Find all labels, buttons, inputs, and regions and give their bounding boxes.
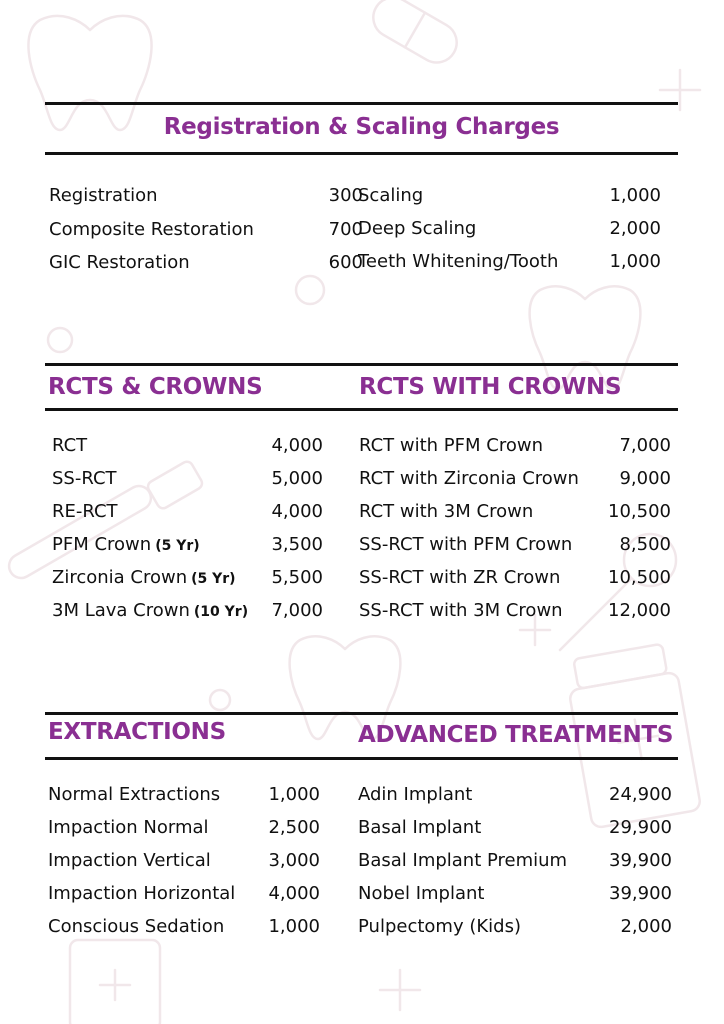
treatment-name — [52, 535, 267, 556]
treatment-price: 1,000 — [609, 185, 661, 206]
treatment-price: 1,000 — [268, 916, 320, 937]
treatment-name — [49, 253, 274, 273]
treatment-label: Zirconia Crown — [52, 567, 188, 588]
treatment-name — [359, 535, 599, 555]
registration-section-title: Registration & Scaling Charges — [163, 114, 560, 140]
treatment-label: SS-RCT with 3M Crown — [359, 600, 563, 621]
treatment-label: RCT — [52, 435, 88, 456]
treatment-name — [48, 884, 268, 904]
treatment-label: Teeth Whitening/Tooth — [358, 251, 559, 272]
treatment-price: 4,000 — [271, 501, 323, 522]
treatment-label: RCT with PFM Crown — [359, 435, 543, 456]
rcts-with-crowns-title: RCTS WITH CROWNS — [359, 374, 622, 400]
treatment-name — [359, 436, 599, 456]
treatment-name — [358, 818, 598, 838]
treatment-name — [52, 601, 267, 622]
treatment-name — [48, 785, 268, 805]
treatment-price: 1,000 — [268, 784, 320, 805]
treatment-price: 3,000 — [268, 850, 320, 871]
treatment-name — [52, 502, 267, 522]
treatment-price: 12,000 — [608, 600, 671, 621]
treatment-label: Composite Restoration — [49, 218, 254, 240]
treatment-label: SS-RCT with PFM Crown — [359, 534, 573, 555]
treatment-price: 9,000 — [619, 468, 671, 489]
treatment-name — [359, 568, 599, 588]
treatment-price: 39,900 — [609, 883, 672, 904]
treatment-name — [358, 785, 598, 805]
treatment-price: 24,900 — [609, 784, 672, 805]
treatment-price: 1,000 — [609, 251, 661, 272]
treatment-name — [358, 252, 588, 272]
warranty-note: (10 Yr) — [193, 604, 249, 620]
treatment-label: Basal Implant Premium — [358, 850, 568, 871]
treatment-price: 10,500 — [608, 501, 671, 522]
treatment-price: 300 — [328, 185, 363, 206]
treatment-label: Scaling — [358, 185, 424, 206]
treatment-label: Pulpectomy (Kids) — [358, 916, 521, 937]
treatment-label: Impaction Horizontal — [48, 883, 236, 904]
treatment-name — [358, 851, 598, 871]
treatment-name — [358, 884, 598, 904]
treatment-label: GIC Restoration — [49, 252, 190, 273]
treatment-label: Impaction Vertical — [48, 850, 211, 871]
rcts-crowns-title: RCTS & CROWNS — [48, 374, 263, 400]
section-divider — [45, 152, 678, 155]
extractions-title: EXTRACTIONS — [48, 719, 226, 745]
treatment-name — [49, 220, 274, 240]
treatment-price: 4,000 — [268, 883, 320, 904]
treatment-name — [358, 917, 598, 937]
treatment-price: 700 — [328, 218, 363, 240]
treatment-name — [48, 851, 268, 871]
treatment-price: 600 — [328, 252, 363, 273]
section-divider — [45, 102, 678, 105]
treatment-label: Conscious Sedation — [48, 916, 225, 937]
treatment-label: Basal Implant — [358, 817, 482, 838]
treatment-name — [52, 469, 267, 489]
treatment-label: Registration — [49, 185, 158, 206]
treatment-price: 5,500 — [271, 567, 323, 588]
treatment-name — [52, 568, 267, 589]
advanced-treatments-title: ADVANCED TREATMENTS — [358, 722, 674, 748]
section-divider — [45, 363, 678, 366]
treatment-price: 5,000 — [271, 468, 323, 489]
treatment-price: 8,500 — [619, 534, 671, 555]
treatment-label: PFM Crown — [52, 534, 152, 555]
treatment-price: 29,900 — [609, 817, 672, 838]
treatment-name — [48, 818, 268, 838]
treatment-name — [358, 219, 588, 239]
section-divider — [45, 408, 678, 411]
treatment-price: 39,900 — [609, 850, 672, 871]
treatment-price: 7,000 — [619, 435, 671, 456]
treatment-price: 3,500 — [271, 534, 323, 555]
treatment-name — [49, 186, 274, 206]
treatment-price: 4,000 — [271, 435, 323, 456]
treatment-name — [359, 502, 599, 522]
section-divider — [45, 757, 678, 760]
treatment-label: Nobel Implant — [358, 883, 485, 904]
warranty-note: (5 Yr) — [155, 538, 200, 554]
treatment-price: 2,000 — [609, 218, 661, 239]
treatment-price: 2,500 — [268, 817, 320, 838]
treatment-label: RE-RCT — [52, 501, 118, 522]
treatment-label: SS-RCT with ZR Crown — [359, 567, 561, 588]
treatment-price: 7,000 — [271, 600, 323, 621]
treatment-label: Deep Scaling — [358, 218, 477, 239]
treatment-label: 3M Lava Crown — [52, 600, 190, 621]
treatment-label: Normal Extractions — [48, 784, 221, 805]
warranty-note: (5 Yr) — [191, 571, 236, 587]
treatment-label: SS-RCT — [52, 468, 117, 489]
treatment-price: 10,500 — [608, 567, 671, 588]
treatment-label: RCT with Zirconia Crown — [359, 468, 579, 489]
treatment-label: RCT with 3M Crown — [359, 501, 534, 522]
treatment-label: Adin Implant — [358, 784, 473, 805]
treatment-name — [359, 601, 599, 621]
treatment-label: Impaction Normal — [48, 817, 209, 838]
treatment-name — [359, 469, 599, 489]
treatment-name — [358, 186, 588, 206]
section-divider — [45, 712, 678, 715]
treatment-price: 2,000 — [620, 916, 672, 937]
treatment-name — [48, 917, 268, 937]
treatment-name — [52, 436, 267, 456]
